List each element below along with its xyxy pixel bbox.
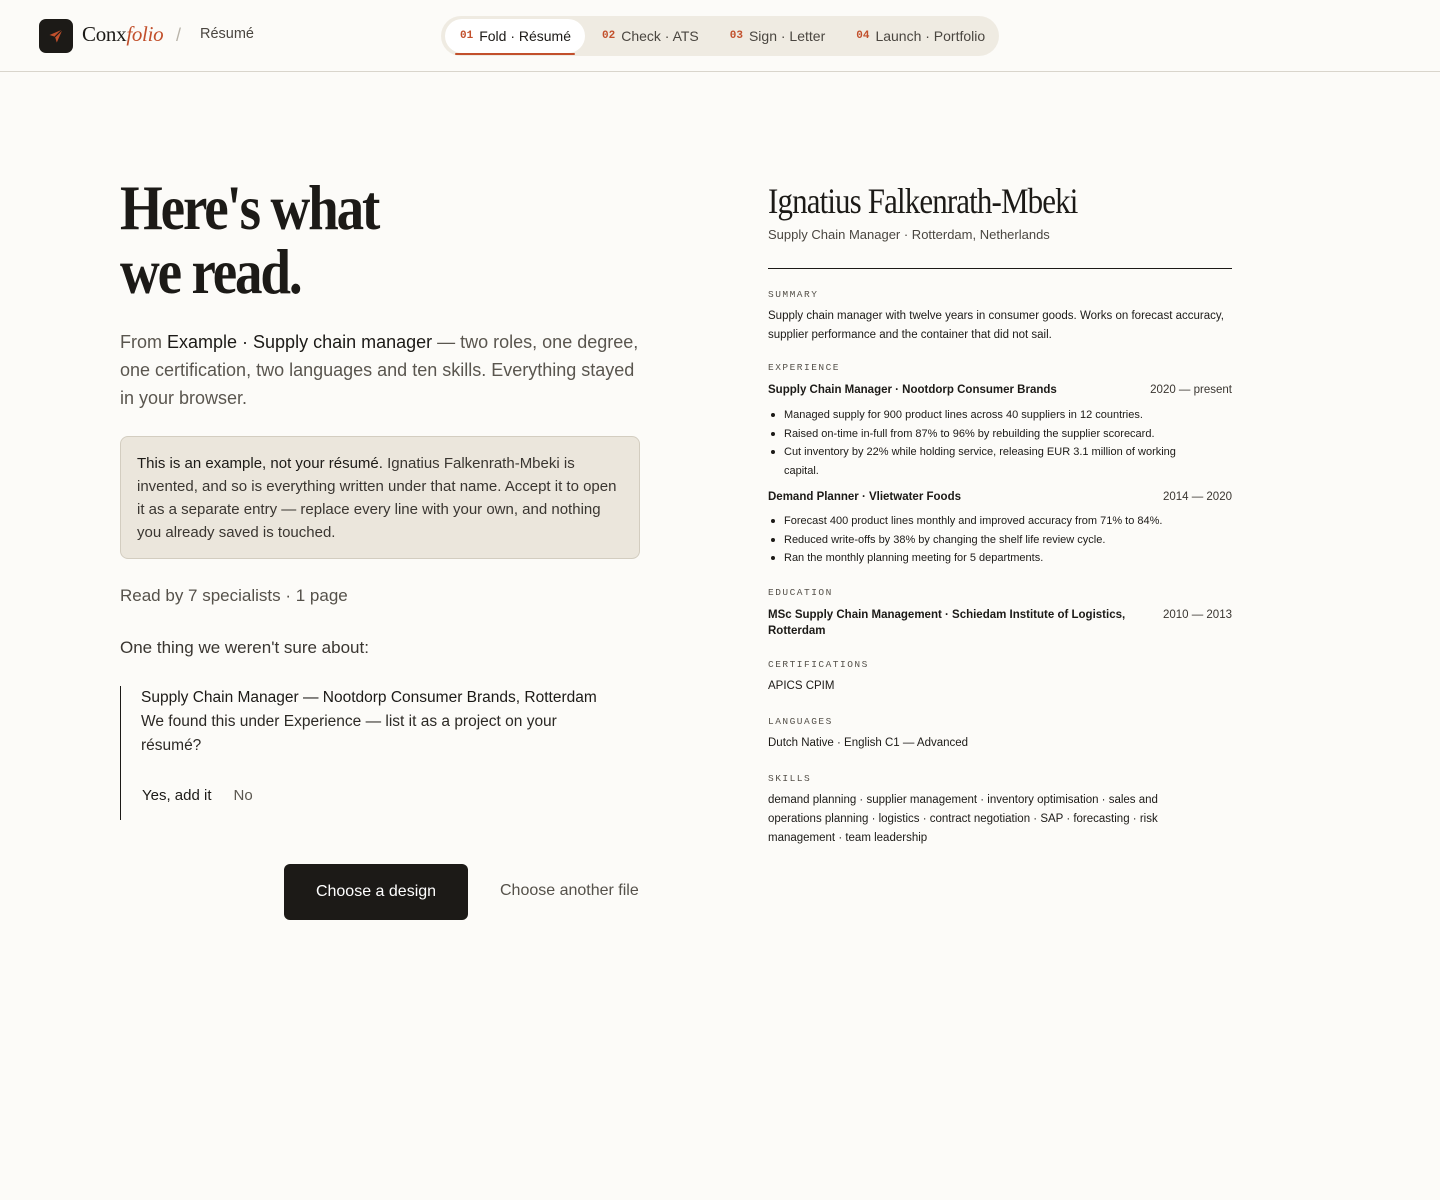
resume-name: Ignatius Falkenrath-Mbeki <box>768 181 1078 221</box>
bullet-item: Forecast 400 product lines monthly and improved accuracy from 71% to 84%. <box>768 512 1208 531</box>
experience-entry <box>768 382 1232 480</box>
brand-main: Conx <box>82 22 127 46</box>
notice-strong: This is an example, not your résumé. <box>137 455 383 472</box>
question-actions <box>142 787 253 804</box>
step-tabs <box>441 16 999 56</box>
tab-fold-resume[interactable] <box>445 19 585 53</box>
skills-label: SKILLS <box>768 772 812 784</box>
breadcrumb: Résumé <box>200 26 254 42</box>
paper-plane-icon <box>48 28 64 44</box>
experience-label: EXPERIENCE <box>768 362 841 373</box>
step-label: Sign · Letter <box>748 28 826 44</box>
languages-label: LANGUAGES <box>768 715 833 727</box>
question-heading: One thing we weren't sure about: <box>120 638 369 657</box>
summary-label: SUMMARY <box>768 289 819 300</box>
yes-add-button[interactable]: Yes, add it <box>142 787 212 804</box>
job-role: Supply Chain Manager · Nootdorp Consumer Brands <box>768 384 1057 396</box>
resume-subtitle: Supply Chain Manager · Rotterdam, Netherlands <box>768 227 1050 242</box>
education-dates: 2010 — 2013 <box>1162 608 1232 621</box>
no-button[interactable]: No <box>233 787 253 804</box>
bullet-item: Cut inventory by 22% while holding service, releasing EUR 3.1 million of working capital. <box>768 443 1208 480</box>
education-entry <box>768 607 1232 639</box>
step-label: Launch · Portfolio <box>875 28 986 44</box>
question-title: Supply Chain Manager — Nootdorp Consumer Brands, Rotterdam <box>141 689 597 706</box>
summary-text: Supply chain manager with twelve years in consumer goods. Works on forecast accuracy, supplier performance and the container that did not sail. <box>768 310 1224 341</box>
resume-preview <box>768 176 1232 848</box>
lead-rest: — two roles, one degree, one certification, two languages and ten skills. Everything stayed in your browser. <box>120 332 639 408</box>
step-number: 04 <box>856 30 870 42</box>
bullet-item: Ran the monthly planning meeting for 5 departments. <box>768 549 1208 568</box>
page-title <box>120 172 481 307</box>
read-meta: Read by 7 specialists · 1 page <box>120 586 348 605</box>
title-line-1: Here's what <box>120 172 379 243</box>
job-role: Demand Planner · Vlietwater Foods <box>768 491 961 503</box>
education-degree: MSc Supply Chain Management · Schiedam Institute of Logistics, Rotterdam <box>768 608 1126 637</box>
lead-from: From <box>120 332 167 352</box>
certifications-label: CERTIFICATIONS <box>768 658 869 670</box>
tab-launch-portfolio[interactable] <box>841 19 999 53</box>
tab-sign-letter[interactable] <box>715 19 839 53</box>
logo-icon[interactable] <box>39 19 73 53</box>
bullet-item: Managed supply for 900 product lines across 40 suppliers in 12 countries. <box>768 406 1208 425</box>
experience-entry <box>768 489 1232 568</box>
lead-source: Example · Supply chain manager <box>167 332 433 352</box>
lead-paragraph <box>120 328 650 412</box>
tab-check-ats[interactable] <box>587 19 713 53</box>
question-body: We found this under Experience — list it as a project on your résumé? <box>141 713 557 754</box>
job-dates: 2020 — present <box>1150 384 1232 396</box>
notice-text: Ignatius Falkenrath-Mbeki is invented, and so is everything written under that name. Accept it to open it as a separate entry — replace every line with your own, and nothing you already saved is touched. <box>137 455 617 541</box>
languages-text: Dutch Native · English C1 — Advanced <box>768 736 969 749</box>
education-label: EDUCATION <box>768 586 833 598</box>
title-line-2: we read. <box>120 236 301 307</box>
example-notice <box>120 436 640 559</box>
brand-name[interactable] <box>82 22 163 47</box>
breadcrumb-separator: / <box>176 25 182 45</box>
top-bar <box>0 0 1440 72</box>
bullet-item: Raised on-time in-full from 87% to 96% by rebuilding the supplier scorecard. <box>768 425 1208 444</box>
choose-another-file-link[interactable]: Choose another file <box>500 882 639 899</box>
step-number: 03 <box>729 30 743 42</box>
job-dates: 2014 — 2020 <box>1162 491 1232 503</box>
skills-text: demand planning · supplier management · inventory optimisation · sales and operations planning · logistics · contract negotiation · SAP · forecasting · risk management · team leadership <box>768 793 1158 844</box>
step-label: Check · ATS <box>621 28 699 44</box>
uncertain-item <box>120 686 640 820</box>
bullet-item: Reduced write-offs by 38% by changing the shelf life review cycle. <box>768 531 1208 550</box>
certifications-text: APICS CPIM <box>768 679 835 692</box>
resume-divider <box>768 268 1232 269</box>
step-number: 01 <box>460 30 474 42</box>
brand-accent: folio <box>126 22 164 46</box>
job-bullets <box>768 512 1232 568</box>
step-number: 02 <box>602 30 616 42</box>
job-bullets <box>768 406 1232 480</box>
step-label: Fold · Résumé <box>479 28 572 44</box>
choose-design-button[interactable]: Choose a design <box>284 864 468 920</box>
